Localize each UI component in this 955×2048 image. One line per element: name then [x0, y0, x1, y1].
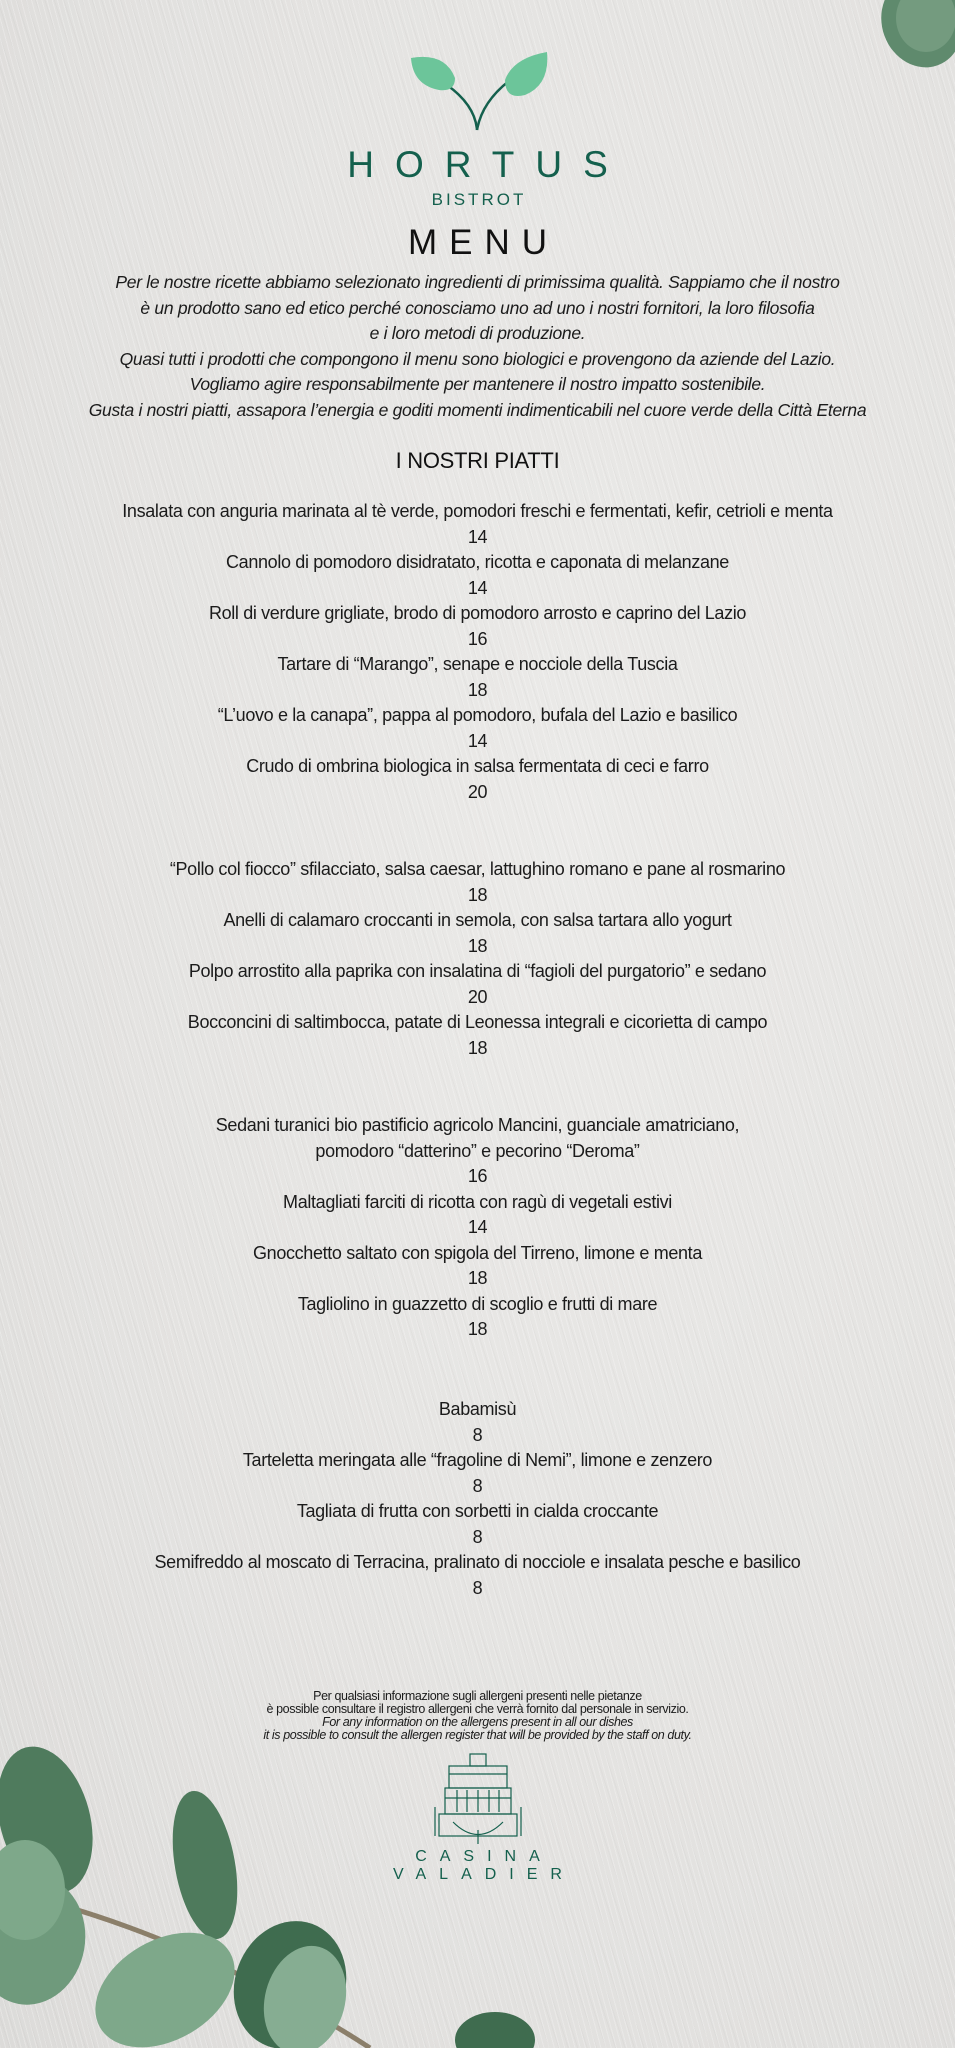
- allergen-note-it: è possible consultare il registro allergeni che verrà fornito dal personale in servizio.: [266, 1702, 689, 1716]
- eucalyptus-leaf-top-right: [860, 0, 955, 90]
- dish-price: 16: [467, 628, 488, 649]
- menu-group-desserts: [0, 1397, 955, 1601]
- menu-group-mains: [0, 857, 955, 1061]
- dish-price: 14: [467, 526, 488, 547]
- allergen-note: [0, 1690, 955, 1742]
- dish-name: Semifreddo al moscato di Terracina, pralinato di nocciole e insalata pesche e basilico: [154, 1552, 801, 1572]
- dish-price: 20: [467, 986, 488, 1007]
- casina-valadier-logo: [0, 1848, 955, 1884]
- dish-name: “L’uovo e la canapa”, pappa al pomodoro, bufala del Lazio e basilico: [217, 705, 738, 725]
- intro-line: Quasi tutti i prodotti che compongono il menu sono biologici e provengono da aziende del Lazio.: [119, 348, 836, 369]
- dish-name: Anelli di calamaro croccanti in semola, con salsa tartara allo yogurt: [223, 910, 732, 930]
- dish-name: Roll di verdure grigliate, brodo di pomodoro arrosto e caprino del Lazio: [208, 603, 747, 623]
- dish-name: Maltagliati farciti di ricotta con ragù di vegetali estivi: [283, 1191, 672, 1212]
- dish-name: Gnocchetto saltato con spigola del Tirreno, limone e menta: [253, 1242, 702, 1263]
- dish-name: Insalata con anguria marinata al tè verde, pomodori freschi e fermentati, kefir, cetrioli e menta: [122, 501, 833, 521]
- dish-price: 14: [467, 1217, 488, 1237]
- intro-text: [0, 270, 955, 424]
- dish-price: 18: [467, 1319, 488, 1339]
- intro-line: Vogliamo agire responsabilmente per mantenere il nostro impatto sostenibile.: [189, 374, 766, 395]
- dish-name: Crudo di ombrina biologica in salsa fermentata di ceci e farro: [246, 756, 709, 776]
- dish-name: Babamisù: [438, 1399, 517, 1419]
- dish-name: “Pollo col fiocco” sfilacciato, salsa caesar, lattughino romano e pane al rosmarino: [169, 859, 786, 879]
- dish-name: Tagliata di frutta con sorbetti in cialda croccante: [296, 1501, 659, 1521]
- dish-price: 8: [472, 1577, 483, 1598]
- dish-price: 8: [472, 1475, 483, 1496]
- intro-line: è un prodotto sano ed etico perché conosciamo uno ad uno i nostri fornitori, la loro filosofia: [140, 297, 815, 318]
- dish-price: 18: [467, 1268, 488, 1288]
- dish-price: 18: [467, 884, 488, 905]
- menu-title: MENU: [407, 223, 560, 262]
- intro-line: Gusta i nostri piatti, assapora l’energia e goditi momenti indimenticabili nel cuore verde della Città Eterna: [88, 399, 867, 420]
- dish-price: 8: [472, 1424, 483, 1445]
- dish-name: Tartare di “Marango”, senape e nocciole della Tuscia: [277, 654, 678, 674]
- intro-line: e i loro metodi di produzione.: [369, 323, 586, 344]
- allergen-note-en: it is possible to consult the allergen register that will be provided by the staff on duty.: [263, 1728, 692, 1742]
- menu-group-starters: [0, 499, 955, 805]
- dish-price: 14: [467, 730, 488, 751]
- casina-valadier-building-icon: [433, 1752, 523, 1844]
- dish-price: 8: [472, 1526, 483, 1547]
- dish-price: 18: [467, 1037, 488, 1058]
- dish-name: Polpo arrostito alla paprika con insalatina di “fagioli del purgatorio” e sedano: [188, 961, 767, 981]
- brand-subtitle: BISTROT: [431, 190, 527, 209]
- dish-name: Tarteletta meringata alle “fragoline di Nemi”, limone e zenzero: [242, 1450, 713, 1470]
- dish-name: Bocconcini di saltimbocca, patate di Leonessa integrali e cicorietta di campo: [187, 1012, 768, 1032]
- logo-line2: VALADIER: [393, 1866, 575, 1883]
- dish-price: 18: [467, 679, 488, 700]
- brand-name: HORTUS: [347, 144, 629, 185]
- allergen-note-it: Per qualsiasi informazione sugli allergeni presenti nelle pietanze: [313, 1689, 642, 1703]
- dish-name: Tagliolino in guazzetto di scoglio e frutti di mare: [297, 1293, 658, 1314]
- menu-group-pasta: [0, 1113, 955, 1343]
- dish-price: 16: [467, 1166, 488, 1186]
- section-title: I NOSTRI PIATTI: [395, 448, 560, 473]
- dish-name-continued: pomodoro “datterino” e pecorino “Deroma”: [315, 1140, 640, 1161]
- allergen-note-en: For any information on the allergens present in all our dishes: [322, 1715, 633, 1729]
- intro-line: Per le nostre ricette abbiamo selezionato ingredienti di primissima qualità. Sappiamo che il nostro: [115, 272, 840, 292]
- dish-price: 14: [467, 577, 488, 598]
- hortus-leaf-logo: [405, 50, 550, 132]
- dish-price: 18: [467, 935, 488, 956]
- dish-name: Cannolo di pomodoro disidratato, ricotta e caponata di melanzane: [226, 552, 729, 572]
- logo-line1: CASINA: [415, 1848, 553, 1865]
- dish-price: 20: [467, 781, 488, 802]
- dish-name: Sedani turanici bio pastificio agricolo Mancini, guanciale amatriciano,: [215, 1115, 740, 1135]
